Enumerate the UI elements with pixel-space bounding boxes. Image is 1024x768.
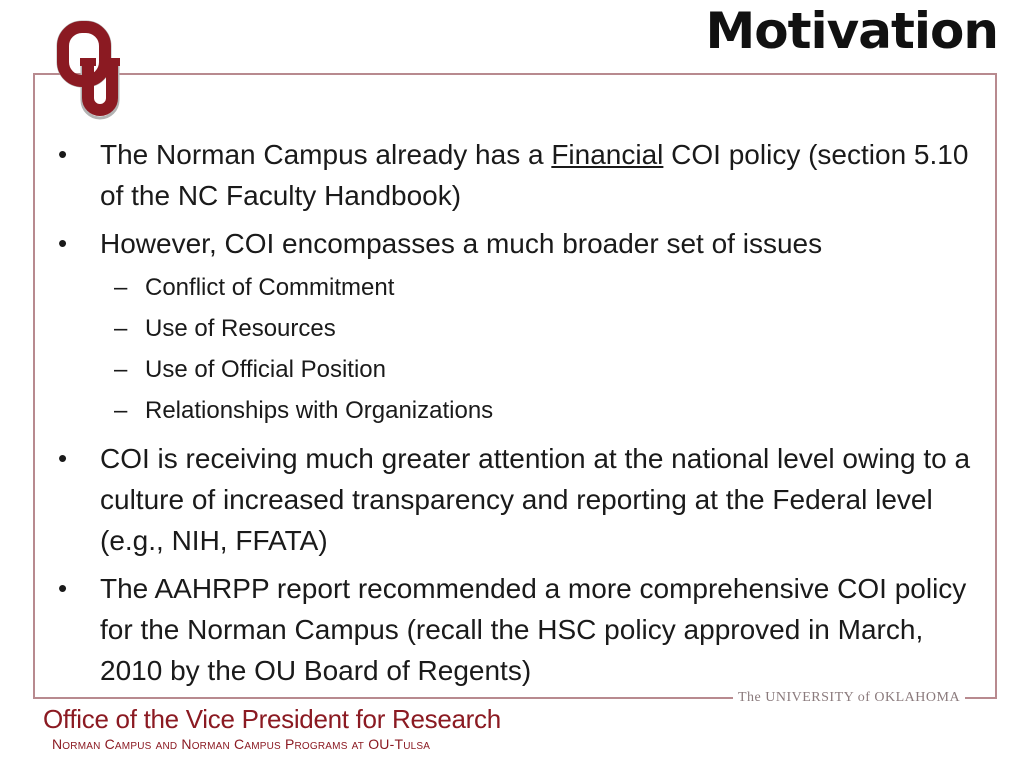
bullet-text: COI is receiving much greater attention at the national level owing to a culture of increased transparency and reporting at the Federal level (e.g., NIH, FFATA)	[100, 443, 971, 556]
bullet-text: The AAHRPP report recommended a more comprehensive COI policy for the Norman Campus (recall the HSC policy approved in March, 2010 by the OU Board of Regents)	[100, 573, 967, 686]
bullet-item	[58, 223, 978, 431]
underlined-word: Financial	[551, 139, 664, 170]
bullet-marker: •	[58, 139, 68, 169]
sub-bullet-marker: –	[114, 356, 128, 383]
ou-logo	[52, 18, 140, 132]
slide-content	[58, 134, 978, 698]
sub-bullet-marker: –	[114, 397, 128, 424]
footer-campus: Norman Campus and Norman Campus Programs at OU-Tulsa	[52, 736, 431, 752]
sub-bullet-text: Conflict of Commitment	[145, 274, 395, 301]
university-wordmark: The UNIVERSITY of OKLAHOMA	[733, 690, 965, 706]
sub-bullet-text: Use of Official Position	[145, 356, 386, 383]
bullet-marker: •	[58, 443, 68, 473]
sub-bullet-list	[100, 267, 978, 431]
sub-bullet-item	[100, 390, 978, 431]
footer-office: Office of the Vice President for Research	[43, 704, 501, 734]
sub-bullet-text: Relationships with Organizations	[145, 397, 494, 424]
sub-bullet-item	[100, 349, 978, 390]
bullet-text-pre: The Norman Campus already has a	[100, 139, 552, 170]
bullet-list	[58, 134, 978, 691]
sub-bullet-item	[100, 308, 978, 349]
bullet-marker: •	[58, 573, 68, 603]
bullet-item	[58, 134, 978, 216]
bullet-item	[58, 568, 978, 691]
bullet-item	[58, 438, 978, 561]
bullet-text-post: COI policy (section 5.10 of the NC Faculty Handbook)	[100, 139, 969, 211]
slide-title: Motivation	[705, 2, 998, 60]
sub-bullet-item	[100, 267, 978, 308]
sub-bullet-text: Use of Resources	[145, 315, 336, 342]
sub-bullet-marker: –	[114, 274, 128, 301]
bullet-marker: •	[58, 228, 68, 258]
sub-bullet-marker: –	[114, 315, 128, 342]
bullet-text: However, COI encompasses a much broader set of issues	[100, 228, 823, 259]
